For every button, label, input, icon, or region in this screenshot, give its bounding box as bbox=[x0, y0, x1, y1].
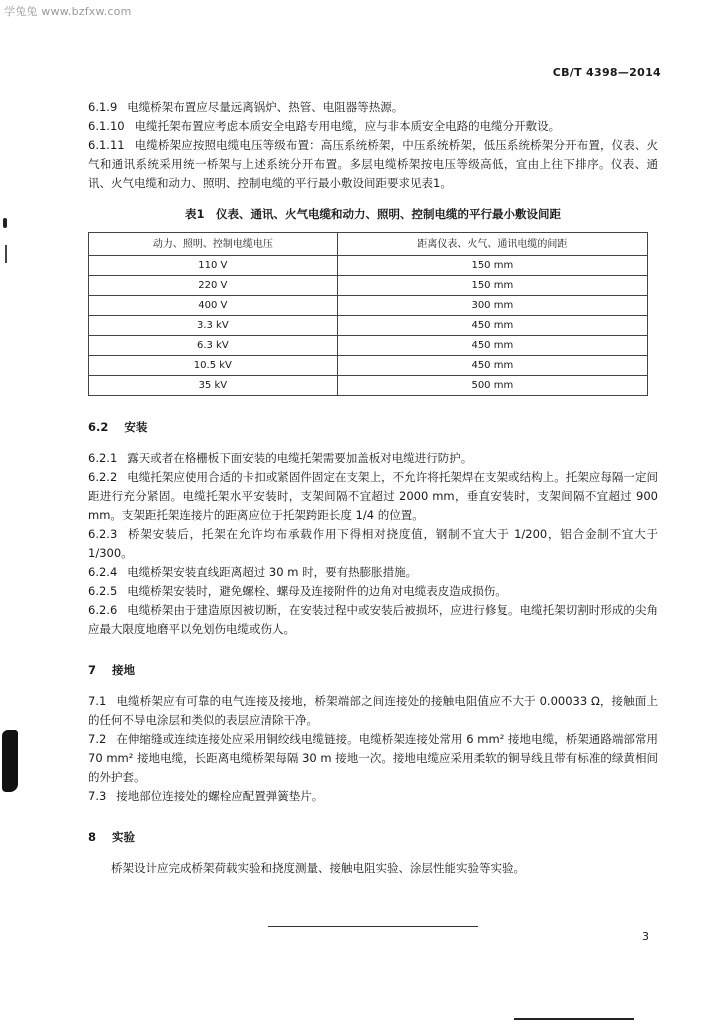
table-cell: 10.5 kV bbox=[89, 356, 338, 376]
table-row bbox=[89, 376, 648, 396]
standard-code: CB/T 4398—2014 bbox=[552, 66, 661, 79]
clause-6-1-11 bbox=[88, 136, 658, 193]
watermark: 学兔兔 www.bzfxw.com bbox=[4, 5, 132, 18]
table-cell: 450 mm bbox=[337, 336, 647, 356]
table-cell: 150 mm bbox=[337, 276, 647, 296]
table-row bbox=[89, 316, 648, 336]
table-row bbox=[89, 256, 648, 276]
clause-number: 6.2.1 bbox=[88, 451, 118, 465]
footer-rule bbox=[268, 926, 478, 927]
table-caption: 表1 仪表、通讯、火气电缆和动力、照明、控制电缆的平行最小敷设间距 bbox=[185, 207, 561, 221]
clause-number: 7.3 bbox=[88, 789, 107, 803]
clause-text: 接地部位连接处的螺栓应配置弹簧垫片。 bbox=[116, 789, 324, 803]
clause-6-2-3 bbox=[88, 525, 658, 563]
clause-7-2 bbox=[88, 730, 658, 787]
clause-text: 电缆桥架应按照电缆电压等级布置：高压系统桥架，中压系统桥架，低压系统桥架分开布置，仪表、火气和通讯系统采用统一桥架与上述系统分开布置。多层电缆桥架按电压等级高低，宜由上往下排序。仪表、通讯、火气电缆和动力、照明、控制电缆的平行最小敷设间距要求见表1。 bbox=[88, 138, 658, 190]
scan-artifact bbox=[3, 218, 7, 228]
table-cell: 450 mm bbox=[337, 356, 647, 376]
section-number: 7 bbox=[88, 663, 97, 677]
clause-number: 6.1.11 bbox=[88, 138, 125, 152]
clause-6-2-6 bbox=[88, 601, 658, 639]
clause-text: 电缆桥架布置应尽量远离锅炉、热管、电阻器等热源。 bbox=[127, 100, 404, 114]
table-cell: 3.3 kV bbox=[89, 316, 338, 336]
section-number: 6.2 bbox=[88, 420, 109, 434]
section-heading-6-2 bbox=[88, 418, 658, 437]
scan-artifact bbox=[2, 730, 18, 792]
table-cell: 220 V bbox=[89, 276, 338, 296]
table-header-row bbox=[89, 233, 648, 256]
clause-7-1 bbox=[88, 692, 658, 730]
clause-text: 电缆桥架安装直线距离超过 30 m 时，要有热膨胀措施。 bbox=[127, 565, 418, 579]
clause-number: 6.2.5 bbox=[88, 584, 118, 598]
page-number: 3 bbox=[642, 930, 649, 943]
table-cell: 110 V bbox=[89, 256, 338, 276]
clause-6-2-4 bbox=[88, 563, 658, 582]
clause-text: 露天或者在格栅板下面安装的电缆托架需要加盖板对电缆进行防护。 bbox=[127, 451, 473, 465]
clause-number: 6.2.4 bbox=[88, 565, 118, 579]
clause-text: 电缆托架布置应考虑本质安全电路专用电缆，应与非本质安全电路的电缆分开敷设。 bbox=[134, 119, 561, 133]
section-heading-8 bbox=[88, 828, 658, 847]
clause-6-2-5 bbox=[88, 582, 658, 601]
section-heading-7 bbox=[88, 661, 658, 680]
column-header: 距离仪表、火气、通讯电缆的间距 bbox=[337, 233, 647, 256]
table-cell: 300 mm bbox=[337, 296, 647, 316]
table-cell: 6.3 kV bbox=[89, 336, 338, 356]
table-row bbox=[89, 276, 648, 296]
spacing-table bbox=[88, 232, 648, 396]
table-cell: 450 mm bbox=[337, 316, 647, 336]
clause-text: 电缆桥架由于建造原因被切断，在安装过程中或安装后被损坏，应进行修复。电缆托架切割时形成的尖角应最大限度地磨平以免划伤电缆或伤人。 bbox=[88, 603, 658, 636]
clause-7-3 bbox=[88, 787, 658, 806]
scan-artifact bbox=[5, 245, 7, 263]
clause-number: 6.2.3 bbox=[88, 527, 118, 541]
table-cell: 400 V bbox=[89, 296, 338, 316]
table-cell: 150 mm bbox=[337, 256, 647, 276]
table-cell: 500 mm bbox=[337, 376, 647, 396]
table-cell: 35 kV bbox=[89, 376, 338, 396]
document-body bbox=[88, 98, 658, 878]
column-header: 动力、照明、控制电缆电压 bbox=[89, 233, 338, 256]
clause-6-2-1 bbox=[88, 449, 658, 468]
clause-number: 6.2.2 bbox=[88, 470, 118, 484]
clause-number: 6.2.6 bbox=[88, 603, 118, 617]
table-row bbox=[89, 336, 648, 356]
clause-text: 电缆桥架安装时，避免螺栓、螺母及连接附件的边角对电缆表皮造成损伤。 bbox=[127, 584, 507, 598]
section-title: 实验 bbox=[112, 830, 136, 844]
clause-6-1-9 bbox=[88, 98, 658, 117]
clause-number: 6.1.10 bbox=[88, 119, 125, 133]
clause-text: 电缆桥架应有可靠的电气连接及接地，桥架端部之间连接处的接触电阻值应不大于 0.00033 Ω，接触面上的任何不导电涂层和类似的表层应清除干净。 bbox=[88, 694, 658, 727]
clause-number: 6.1.9 bbox=[88, 100, 118, 114]
table-row bbox=[89, 296, 648, 316]
clause-6-1-10 bbox=[88, 117, 658, 136]
clause-number: 7.1 bbox=[88, 694, 107, 708]
clause-number: 7.2 bbox=[88, 732, 107, 746]
clause-text: 桥架安装后，托架在允许均布承载作用下得相对挠度值，钢制不宜大于 1/200，铝合金制不宜大于 1/300。 bbox=[88, 527, 658, 560]
clause-text: 在伸缩缝或连续连接处应采用铜绞线电缆链接。电缆桥架连接处常用 6 mm² 接地电缆，桥架通路端部常用 70 mm² 接地电缆，长距离电缆桥架每隔 30 m 接地一次。接地电缆应采用柔软的铜导线且带有标准的绿黄相间的外护套。 bbox=[88, 732, 658, 784]
section-title: 安装 bbox=[124, 420, 148, 434]
table-row bbox=[89, 356, 648, 376]
section-number: 8 bbox=[88, 830, 97, 844]
clause-text: 电缆托架应使用合适的卡扣或紧固件固定在支架上，不允许将托架焊在支架或结构上。托架应每隔一定间距进行充分紧固。电缆托架水平安装时，支架间隔不宜超过 2000 mm，垂直安装时，支架间隔不宜超过 900 mm。支架距托架连接片的距离应位于托架跨距长度 1/4 的位置。 bbox=[88, 470, 658, 522]
clause-6-2-2 bbox=[88, 468, 658, 525]
scan-artifact bbox=[514, 1018, 634, 1020]
section-title: 接地 bbox=[112, 663, 136, 677]
section-8-text: 桥架设计应完成桥架荷载实验和挠度测量、接触电阻实验、涂层性能实验等实验。 bbox=[111, 861, 525, 875]
